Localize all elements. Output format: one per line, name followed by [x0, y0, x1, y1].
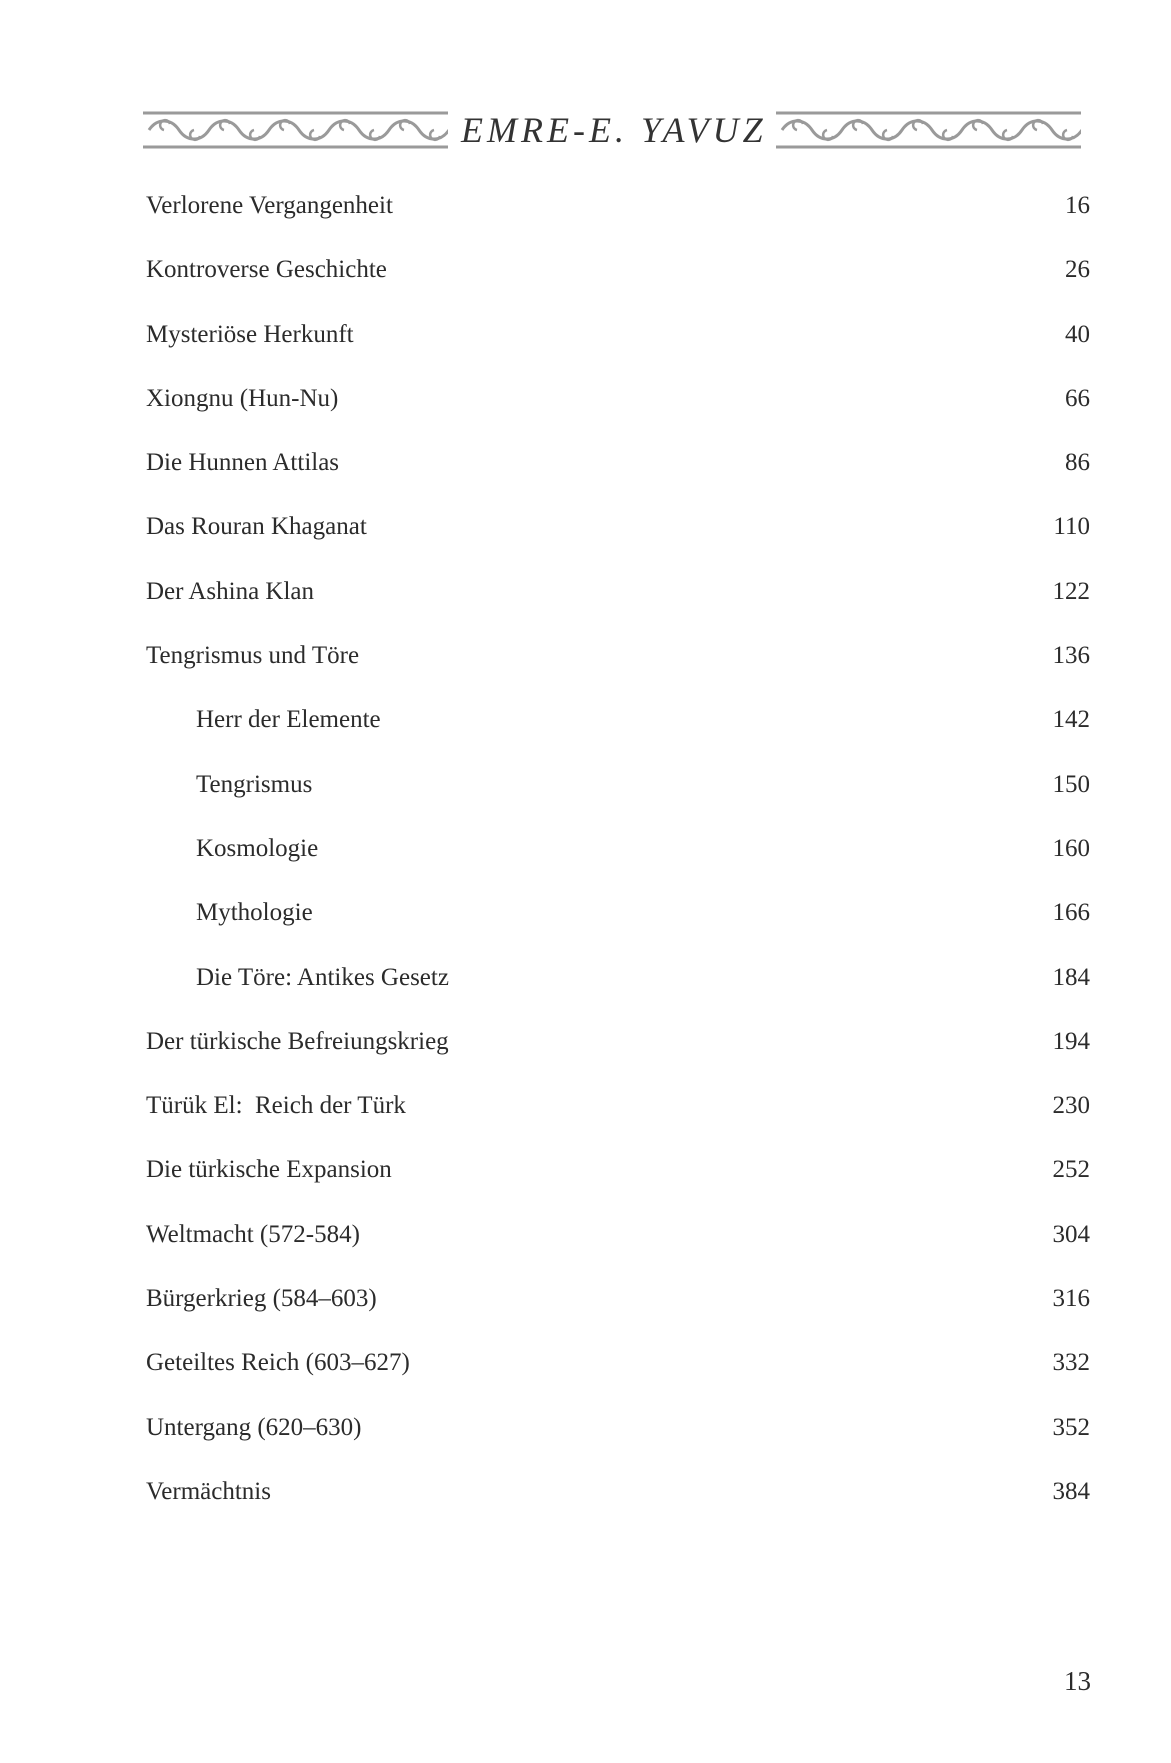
toc-entry[interactable] [146, 1018, 1090, 1082]
toc-subentry-title: Tengrismus [196, 770, 313, 798]
toc-entry-title: Vermächtnis [146, 1477, 271, 1505]
toc-entry-title: Tengrismus und Töre [146, 642, 360, 670]
toc-subentry-page: 184 [1052, 963, 1090, 991]
toc-entry-title: Xiongnu (Hun-Nu) [146, 384, 339, 412]
toc-entry[interactable] [146, 182, 1090, 246]
toc-entry-title: Mysteriöse Herkunft [146, 320, 354, 348]
toc-entry-page: 122 [1052, 577, 1090, 605]
toc-entry-page: 352 [1052, 1413, 1090, 1441]
toc-entry-page: 86 [1065, 449, 1090, 477]
toc-entry-title: Das Rouran Khaganat [146, 513, 367, 541]
toc-subentry-title: Kosmologie [196, 834, 319, 862]
toc-subentry[interactable] [146, 825, 1090, 889]
toc-subentry-page: 150 [1052, 770, 1090, 798]
toc-entry-page: 26 [1065, 256, 1090, 284]
toc-entry-page: 16 [1065, 192, 1090, 219]
toc-entry-title: Kontroverse Geschichte [146, 256, 387, 284]
toc-entry-title: Untergang (620–630) [146, 1413, 362, 1441]
toc-subentry[interactable] [146, 761, 1090, 825]
toc-entry[interactable] [146, 503, 1090, 567]
toc-entry-page: 230 [1052, 1092, 1090, 1120]
toc-entry-page: 316 [1052, 1285, 1090, 1313]
toc-entry-title: Der türkische Befreiungskrieg [146, 1027, 449, 1055]
toc-entry-page: 110 [1053, 513, 1090, 541]
toc-entry[interactable] [146, 568, 1090, 632]
toc-entry-page: 384 [1052, 1477, 1090, 1505]
toc-entry-title: Geteiltes Reich (603–627) [146, 1349, 410, 1377]
toc-entry-title: Türük El: Reich der Türk [146, 1092, 406, 1120]
toc-entry[interactable] [146, 632, 1090, 696]
toc-entry-page: 304 [1052, 1220, 1090, 1248]
toc-entry-title: Verlorene Vergangenheit [146, 192, 393, 219]
toc-entry-title: Die Hunnen Attilas [146, 449, 340, 477]
ornament-border-left [143, 110, 448, 150]
toc-entry[interactable] [146, 246, 1090, 310]
toc-entry-page: 332 [1052, 1349, 1090, 1377]
toc-subentry[interactable] [146, 696, 1090, 760]
toc-entry[interactable] [146, 1275, 1090, 1339]
toc-entry[interactable] [146, 311, 1090, 375]
toc-entry-title: Die türkische Expansion [146, 1156, 392, 1184]
toc-entry-page: 66 [1065, 384, 1090, 412]
header-title: EMRE-E. YAVUZ [461, 110, 767, 150]
toc-entry-page: 40 [1065, 320, 1090, 348]
toc-entry-page: 252 [1052, 1156, 1090, 1184]
toc-entry[interactable] [146, 1404, 1090, 1468]
toc-subentry[interactable] [146, 954, 1090, 1018]
toc-entry[interactable] [146, 1468, 1090, 1532]
toc-subentry-page: 160 [1052, 834, 1090, 862]
toc-entry-title: Bürgerkrieg (584–603) [146, 1285, 377, 1313]
running-header [143, 108, 1081, 152]
toc-entry[interactable] [146, 1082, 1090, 1146]
toc-entry[interactable] [146, 375, 1090, 439]
ornament-border-right [776, 110, 1081, 150]
toc-subentry-title: Die Töre: Antikes Gesetz [196, 963, 449, 991]
toc-subentry-title: Mythologie [196, 899, 313, 927]
table-of-contents [146, 182, 1090, 1532]
toc-subentry-page: 166 [1052, 899, 1090, 927]
toc-entry[interactable] [146, 439, 1090, 503]
page-number: 13 [1064, 1666, 1091, 1696]
toc-entry-page: 194 [1052, 1027, 1090, 1055]
toc-subentry[interactable] [146, 889, 1090, 953]
toc-entry[interactable] [146, 1339, 1090, 1403]
toc-entry[interactable] [146, 1211, 1090, 1275]
toc-entry-page: 136 [1052, 642, 1090, 670]
toc-subentry-title: Herr der Elemente [196, 706, 381, 734]
toc-entry-title: Der Ashina Klan [146, 577, 315, 605]
toc-entry[interactable] [146, 1146, 1090, 1210]
toc-entry-title: Weltmacht (572-584) [146, 1220, 360, 1248]
toc-subentry-page: 142 [1052, 706, 1090, 734]
